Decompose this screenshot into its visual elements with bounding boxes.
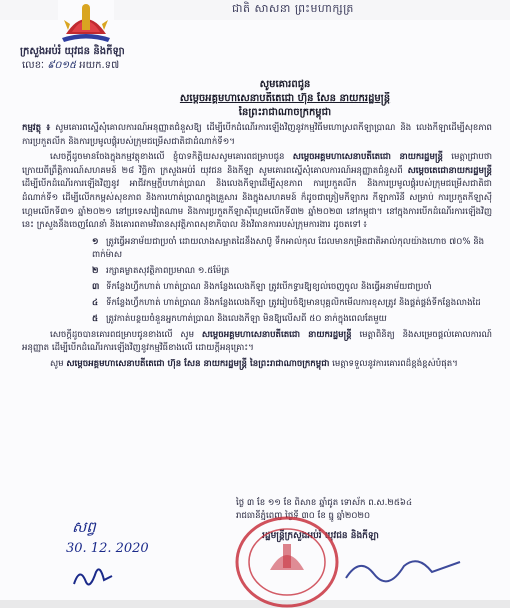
list-item	[92, 313, 492, 326]
minister-title: រដ្ឋមន្ត្រីក្រសួងអប់រំ យុវជន និងកីឡា	[262, 531, 379, 541]
closing-bold: សម្តេចអគ្គមហាសេនាបតីតេជោ ហ៊ុន សែន នាយករដ្ឋមន្ត្រី នៃព្រះរាជាណាចក្រកម្ពុជា	[66, 358, 330, 369]
list-num: ៤	[92, 297, 99, 308]
minister-signature-icon	[340, 548, 470, 588]
list-num: ៥	[92, 313, 99, 324]
list-text: ត្រូវធ្វើអនាម័យជាប្រចាំ ដោយលាងសម្អាតដៃនឹងសាប៊ូ ទឹកអាល់កុល ដែលមានកម្រិតជាតិអាល់កុលយ៉ាងហោច ៧០% និងពាក់ម៉ាស	[92, 236, 485, 260]
subject-paragraph	[22, 122, 492, 149]
closing-paragraph	[22, 358, 492, 372]
ref-suffix: អយក.ទ៧	[79, 60, 120, 71]
subject-label: កម្មវត្ថុ ៖	[22, 123, 51, 133]
measures-list	[92, 236, 492, 326]
title-line-2: សម្តេចអគ្គមហាសេនាបតីតេជោ ហ៊ុន សែន នាយករដ្ឋមន្ត្រី	[179, 93, 391, 104]
ref-label: លេខៈ	[22, 60, 45, 71]
list-text: ទីកន្លែងហ្វឹកហាត់ ហាត់ប្រាណ និងកន្លែងលេងកីឡា ត្រូវបើកទ្វារឱ្យខ្យល់ចេញចូល និងធ្វើអនាម័យជាប្រចាំ	[106, 281, 432, 292]
handwritten-mark-icon	[70, 562, 130, 592]
para2-rest: មេត្តាពិនិត្យ និងសម្រេចផ្តល់គោលការណ៍អនុញ្ញាត ដើម្បីបើកដំណើរការឡើងវិញនូវកម្មវិធីខាងលើ ដោយក្តីអនុគ្រោះ។	[22, 329, 492, 354]
handwritten-initials: សព្វ	[72, 518, 96, 536]
list-num: ២	[92, 265, 99, 276]
reference-number	[22, 58, 119, 73]
handwritten-date: 30. 12. 2020	[66, 541, 149, 556]
list-item	[92, 297, 492, 310]
closing-rest: មេត្តាទទួលនូវការគោរពដ៏ខ្ពង់ខ្ពស់បំផុត។	[332, 358, 458, 369]
para1-tail: ដើម្បីបើកដំណើរការឡើងវិញនូវ អាជីវកម្មក្លឹបហាត់ប្រាណ និងលេងកីឡាដើម្បីសុខភាព ការប្រកួតលីក និងការប្រមូលផ្តុំរបស់ក្រុមជម្រើសជាតិជាដំណាក់ទី១ ដើម្បីលើកកម្ពស់សុខភាព និងការហាត់ប្រាណក្នុងគ្រួសារ និងក្នុងសហគមន៍ ក៏ដូចជាត្រៀមកីឡាករ កីឡាការិនី សម្រាប់ ការប្រកួតកីឡាស៊ីហ្គេមលើកទី៣១ ឆ្នាំ២០២១ នៅប្រទេសវៀតណាម និងការប្រកួតកីឡាស៊ីហ្គេមលើកទី៣២ ឆ្នាំ២០២៣ នៅកម្ពុជា។ នៅក្នុងការបើកដំណើរការឡើងវិញនេះ ក្រសួងនឹងចេញណែនាំ និងគោរពតាមវិធានសុវត្ថិភាពសុខាភិបាល និងវិធានការរបស់ក្រុមការងារ ដូចតទៅ ៖	[22, 179, 492, 231]
national-motto: ជាតិ សាសនា ព្រះមហាក្សត្រ	[232, 2, 354, 15]
closing-start: សូម	[50, 358, 64, 369]
para2-bold: សម្តេចអគ្គមហាសេនាបតីតេជោ នាយករដ្ឋមន្ត្រី	[201, 329, 352, 340]
letter-body	[22, 122, 492, 374]
list-item	[92, 236, 492, 262]
title-line-3: នៃព្រះរាជាណាចក្រកម្ពុជា	[238, 107, 332, 118]
subject-text: សូមគោរពស្នើសុំគោលការណ៍អនុញ្ញាតជំនួសឱ្យ ដើម្បីបើកដំណើរការឡើងវិញនូវកម្មវិធីមហោស្រពកីឡាប្រាណ និង លេងកីឡាដើម្បីសុខភាព ការប្រកួតលីក និងការប្រមូលផ្តុំរបស់ក្រុមជម្រើសជាតិជាដំណាក់ទី១។	[22, 123, 492, 147]
para1-rest: មេត្តាជ្រាបថា ក្រោយពីព្រឹត្តិការណ៍សហគមន៍ ២៨ វិច្ឆិកា ក្រសួងអប់រំ យុវជន និងកីឡា សូមគោរពស្នើសុំគោលការណ៍អនុញ្ញាតជំនួសពី	[22, 152, 493, 176]
ref-number: ៩០១៥	[47, 60, 77, 71]
list-num: ៣	[92, 281, 100, 292]
official-seal-icon	[232, 512, 342, 608]
request-paragraph	[22, 329, 492, 356]
list-text: ទីកន្លែងហ្វឹកហាត់ ហាត់ប្រាណ និងកន្លែងលេងកីឡា ត្រូវរៀបចំឱ្យមានបុគ្គលិកមើលការខុសត្រូវ និងផ្គត់ផ្គង់ទីកន្លែងលាងដៃ	[106, 297, 481, 308]
list-item	[92, 265, 492, 278]
title-line-1: សូមគោរពជូន	[259, 79, 311, 90]
list-item	[92, 281, 492, 294]
ministry-name: ក្រសួងអប់រំ យុវជន និងកីឡា	[20, 46, 125, 57]
royal-emblem-icon	[58, 0, 114, 44]
para1-start: សេចក្តីដូចមានចែងក្នុងកម្មវត្ថុខាងលើ ខ្ញុំបាទកិត្តិយសសូមគោរពជម្រាបជូន	[50, 152, 285, 163]
para2-start: សេចក្តីដូចបានគោរពជម្រាបជូនខាងលើ សូម	[50, 329, 195, 340]
list-text: ត្រូវកាត់បន្ថយចំនួនអ្នកហាត់ប្រាណ និងលេងកីឡា មិនឱ្យលើសពី ៥០ នាក់ក្នុងពេលតែមួយ	[106, 313, 387, 324]
para1-bold: សម្តេចអគ្គមហាសេនាបតីតេជោ នាយករដ្ឋមន្ត្រី	[292, 152, 443, 163]
letter-title	[120, 78, 450, 120]
lunar-date: ថ្ងៃ ៣ ខែ ១១ ខែ ពិសាខ ឆ្នាំជូត ទោស័ក ព.ស.២៥៦៤	[236, 498, 413, 508]
main-paragraph	[22, 151, 492, 233]
list-text: រក្សាគម្លាតសុវត្ថិភាពប្រមាណ ១.៥ម៉ែត្រ	[106, 265, 230, 276]
para1-bold2: សម្តេចតេជោនាយករដ្ឋមន្ត្រី	[407, 165, 492, 176]
list-num: ១	[92, 236, 99, 247]
solar-date: រាជធានីភ្នំពេញ ថ្ងៃទី ៣០ ខែ ធ្នូ ឆ្នាំ២០២០	[236, 511, 371, 521]
